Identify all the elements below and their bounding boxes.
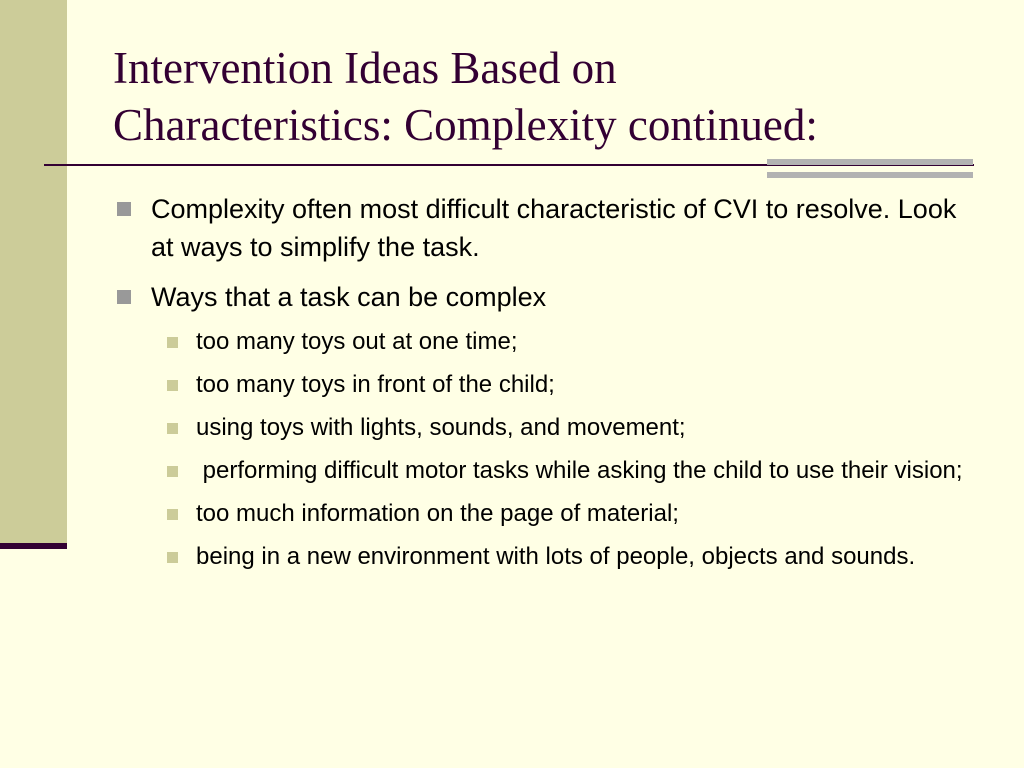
square-bullet-icon [167, 509, 178, 520]
sub-bullet-text: too many toys in front of the child; [196, 371, 555, 398]
title-accent-bar-bottom [767, 172, 973, 178]
title-line-1: Intervention Ideas Based on [113, 43, 617, 93]
square-bullet-icon [167, 466, 178, 477]
title-accent-bar-top [767, 159, 973, 165]
sub-bullet-item [115, 539, 975, 575]
sub-bullet-text: being in a new environment with lots of people, objects and sounds. [196, 543, 916, 570]
square-bullet-icon [167, 552, 178, 563]
sub-bullet-text: too many toys out at one time; [196, 328, 518, 355]
slide-body [115, 190, 975, 582]
square-bullet-icon [167, 337, 178, 348]
square-bullet-icon [117, 290, 131, 304]
bullet-text: Complexity often most difficult characteristic of CVI to resolve. Look at ways to simplify the task. [151, 194, 957, 262]
sub-bullet-item [115, 324, 975, 360]
slide-title [113, 40, 818, 154]
bullet-item [115, 278, 975, 316]
sub-bullet-text: too much information on the page of material; [196, 500, 679, 527]
sub-bullet-item [115, 410, 975, 446]
bullet-item [115, 190, 975, 266]
left-accent-rule [0, 543, 67, 549]
square-bullet-icon [117, 202, 131, 216]
sub-bullet-text: performing difficult motor tasks while asking the child to use their vision; [196, 457, 963, 484]
left-accent-band [0, 0, 67, 543]
sub-bullet-item [115, 367, 975, 403]
square-bullet-icon [167, 423, 178, 434]
title-line-2: Characteristics: Complexity continued: [113, 100, 818, 150]
bullet-text: Ways that a task can be complex [151, 282, 547, 312]
sub-bullet-text: using toys with lights, sounds, and movement; [196, 414, 686, 441]
square-bullet-icon [167, 380, 178, 391]
sub-bullet-item [115, 453, 975, 489]
sub-bullet-item [115, 496, 975, 532]
